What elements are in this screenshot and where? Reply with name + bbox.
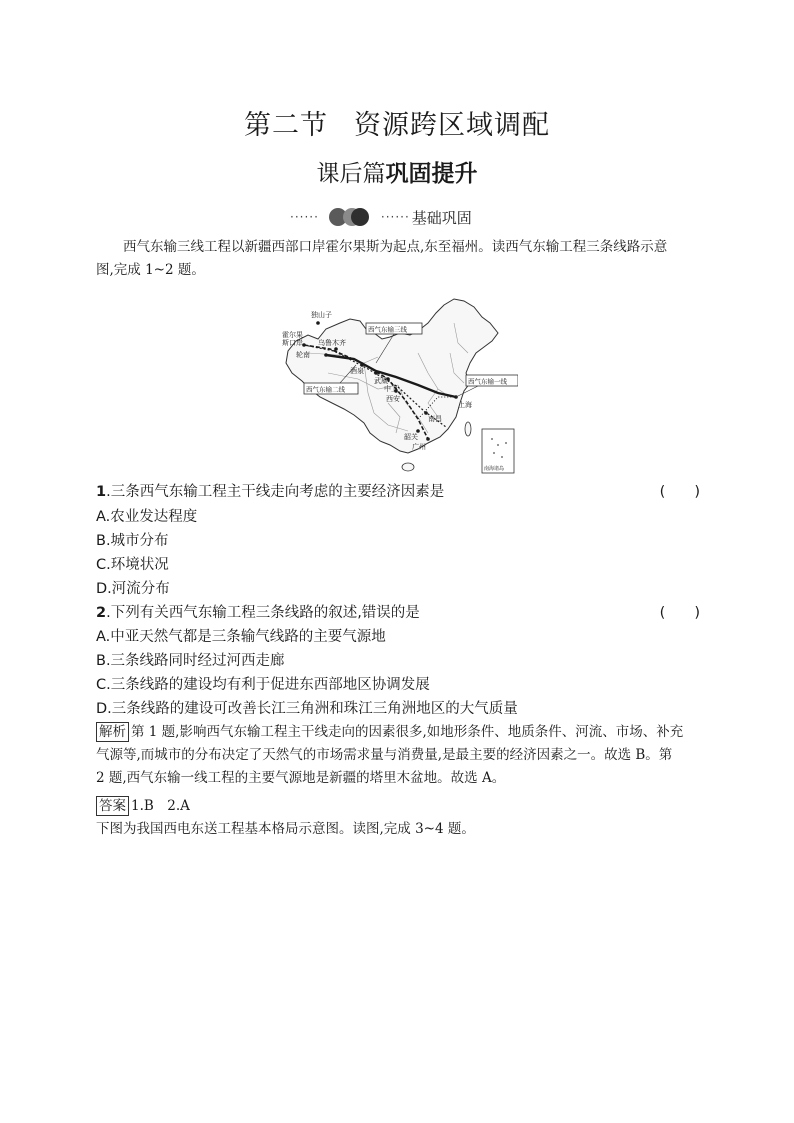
label-urumqi: 乌鲁木齐	[318, 339, 346, 347]
dots-left: ······	[290, 210, 319, 224]
q1-text: .三条西气东输工程主干线走向考虑的主要经济因素是	[106, 484, 445, 500]
page-title	[0, 103, 794, 142]
page-subtitle	[0, 155, 794, 188]
label-guangzhou: 广州	[412, 443, 426, 451]
question-1	[96, 480, 700, 504]
subtitle-bold: 巩固提升	[385, 161, 478, 187]
q1-answer-blank: ( )	[659, 484, 700, 500]
label-nanchang: 南昌	[428, 415, 442, 423]
title-section-number: 第二节	[244, 110, 328, 141]
q2-option-b: B.三条线路同时经过河西走廊	[96, 653, 285, 669]
label-huoerguosi-2: 斯口岸	[282, 339, 303, 347]
dots-right: ······	[380, 210, 410, 224]
q2-option-a: A.中亚天然气都是三条输气线路的主要气源地	[96, 629, 386, 645]
label-wuwei: 武威	[374, 377, 388, 385]
q2-option-d: D.三条线路的建设可改善长江三角洲和珠江三角洲地区的大气质量	[96, 701, 518, 717]
q1-option-a: A.农业发达程度	[96, 509, 198, 525]
label-dushanzi: 独山子	[311, 311, 332, 319]
analysis-block	[96, 721, 696, 790]
label-lunnan: 轮南	[296, 351, 310, 359]
title-topic: 资源跨区域调配	[354, 110, 550, 141]
pipeline-map	[278, 293, 518, 478]
section-heading	[290, 205, 550, 229]
analysis-line2: 气源等,而城市的分布决定了天然气的市场需求量与消费量,是最主要的经济因素之一。故选 B。第	[96, 747, 673, 763]
label-huoerguosi-1: 霍尔果	[282, 331, 303, 339]
section-label: 基础巩固	[411, 208, 472, 227]
label-line3: 西气东输三线	[368, 325, 407, 334]
label-jiuquan: 酒泉	[350, 367, 364, 375]
label-zhongwei: 中卫	[384, 385, 398, 393]
label-line1: 西气东输一线	[468, 377, 507, 386]
q2-number: 2	[96, 605, 107, 621]
analysis-tag: 解析	[96, 722, 129, 742]
answer-text: 1.B 2.A	[131, 798, 190, 814]
q1-option-d: D.河流分布	[96, 581, 170, 597]
q2-answer-blank: ( )	[659, 605, 700, 621]
answer-tag: 答案	[96, 796, 129, 816]
q2-text: .下列有关西气东输工程三条线路的叙述,错误的是	[106, 605, 420, 621]
label-line2: 西气东输二线	[306, 385, 345, 394]
intro1-line2: 图,完成 1~2 题。	[96, 262, 205, 278]
taiwan-shape	[465, 422, 471, 436]
intro-paragraph-2: 下图为我国西电东送工程基本格局示意图。读图,完成 3~4 题。	[96, 821, 475, 837]
intro-paragraph-1	[96, 236, 696, 282]
label-inset: 南海诸岛	[484, 466, 505, 472]
analysis-line1: 第 1 题,影响西气东输工程主干线走向的因素很多,如地形条件、地质条件、河流、市场、补充	[131, 724, 684, 740]
subtitle-plain: 课后篇	[316, 161, 386, 187]
analysis-line3: 2 题,西气东输一线工程的主要气源地是新疆的塔里木盆地。故选 A。	[96, 770, 506, 786]
hainan-shape	[402, 463, 414, 471]
q2-option-c: C.三条线路的建设均有利于促进东西部地区协调发展	[96, 677, 430, 693]
q1-number: 1	[96, 484, 107, 500]
q1-option-b: B.城市分布	[96, 533, 169, 549]
intro1-line1: 西气东输三线工程以新疆西部口岸霍尔果斯为起点,东至福州。读西气东输工程三条线路示意	[123, 239, 668, 255]
label-shanghai: 上海	[458, 401, 472, 409]
label-shaoguan: 韶关	[404, 433, 418, 441]
section-circles-icon	[325, 206, 371, 228]
label-xian: 西安	[386, 395, 400, 403]
answer-block	[96, 795, 696, 818]
question-2	[96, 601, 700, 625]
q1-option-c: C.环境状况	[96, 557, 169, 573]
